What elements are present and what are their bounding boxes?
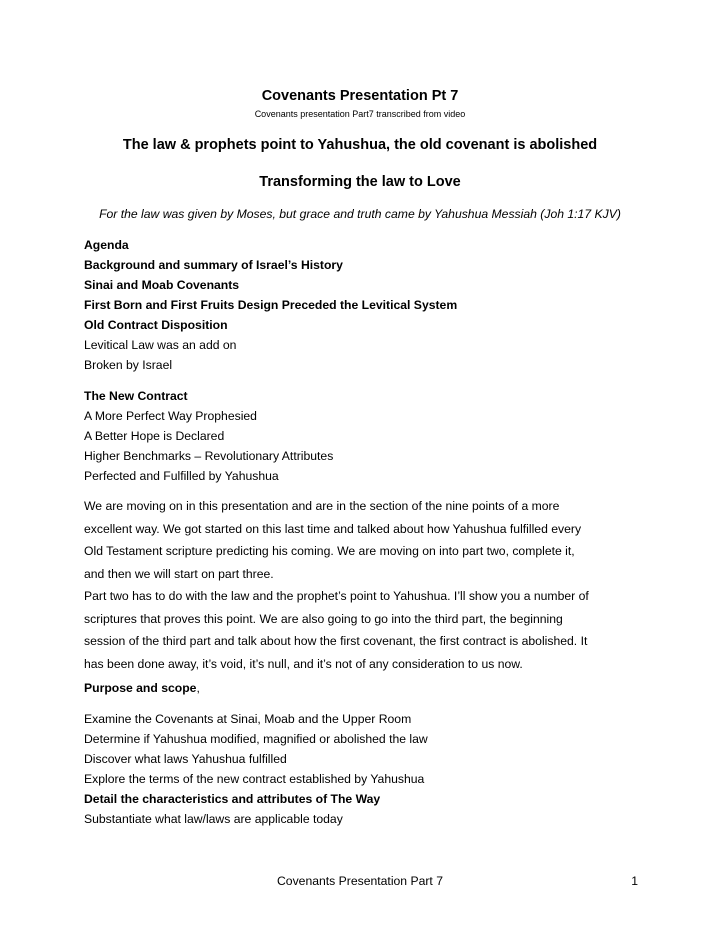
agenda-item: Broken by Israel [84,358,173,372]
purpose-heading: Purpose and scope [84,681,197,695]
new-contract-list [84,386,644,486]
page-number: 1 [631,874,638,888]
new-contract-heading: The New Contract [84,389,188,403]
purpose-item: Discover what laws Yahushua fulfilled [84,752,287,766]
paragraph-line: session of the third part and talk about how the first covenant, the first contract is abolished. It [84,634,588,648]
purpose-heading-comma: , [196,681,200,695]
paragraph-part-two [84,585,644,675]
paragraph-line: excellent way. We got started on this last time and talked about how Yahushua fulfilled every [84,521,582,536]
agenda-heading: Agenda [84,238,129,252]
scripture-quote: For the law was given by Moses, but grace and truth came by Yahushua Messiah (Joh 1:17 KJV) [99,207,621,221]
agenda-item: Sinai and Moab Covenants [84,278,240,292]
new-contract-item: Perfected and Fulfilled by Yahushua [84,469,279,483]
footer-title: Covenants Presentation Part 7 [277,874,443,888]
purpose-list [84,709,644,829]
new-contract-item: A More Perfect Way Prophesied [84,409,257,423]
document-subtitle: Covenants presentation Part7 transcribed from video [254,109,466,119]
agenda-list [84,235,644,375]
purpose-item: Detail the characteristics and attributes of The Way [84,792,381,806]
agenda-item: First Born and First Fruits Design Preceded the Levitical System [84,298,458,312]
purpose-item: Examine the Covenants at Sinai, Moab and the Upper Room [84,712,412,726]
paragraph-line: and then we will start on part three. [84,566,274,581]
agenda-item: Levitical Law was an add on [84,338,237,352]
paragraph-intro [84,495,644,585]
agenda-item: Old Contract Disposition [84,318,228,332]
purpose-item: Determine if Yahushua modified, magnified or abolished the law [84,732,428,746]
agenda-item: Background and summary of Israel’s History [84,258,343,272]
paragraph-line: Old Testament scripture predicting his coming. We are moving on into part two, complete it, [84,544,575,558]
paragraph-line: Part two has to do with the law and the prophet’s point to Yahushua. I’ll show you a number of [84,589,589,603]
new-contract-item: A Better Hope is Declared [84,429,225,443]
purpose-item: Explore the terms of the new contract established by Yahushua [84,772,425,786]
paragraph-line: We are moving on in this presentation and are in the section of the nine points of a more [84,499,560,513]
purpose-heading-line [84,678,644,698]
purpose-item: Substantiate what law/laws are applicable today [84,812,343,826]
section-heading-transforming: Transforming the law to Love [259,174,461,190]
section-heading-law-prophets: The law & prophets point to Yahushua, the old covenant is abolished [122,137,598,153]
paragraph-line: scriptures that proves this point. We are also going to go into the third part, the beginning [84,611,563,626]
document-title: Covenants Presentation Pt 7 [261,88,459,104]
paragraph-line: has been done away, it’s void, it’s null, and it’s not of any consideration to us now. [84,656,523,671]
new-contract-item: Higher Benchmarks – Revolutionary Attributes [84,449,334,463]
